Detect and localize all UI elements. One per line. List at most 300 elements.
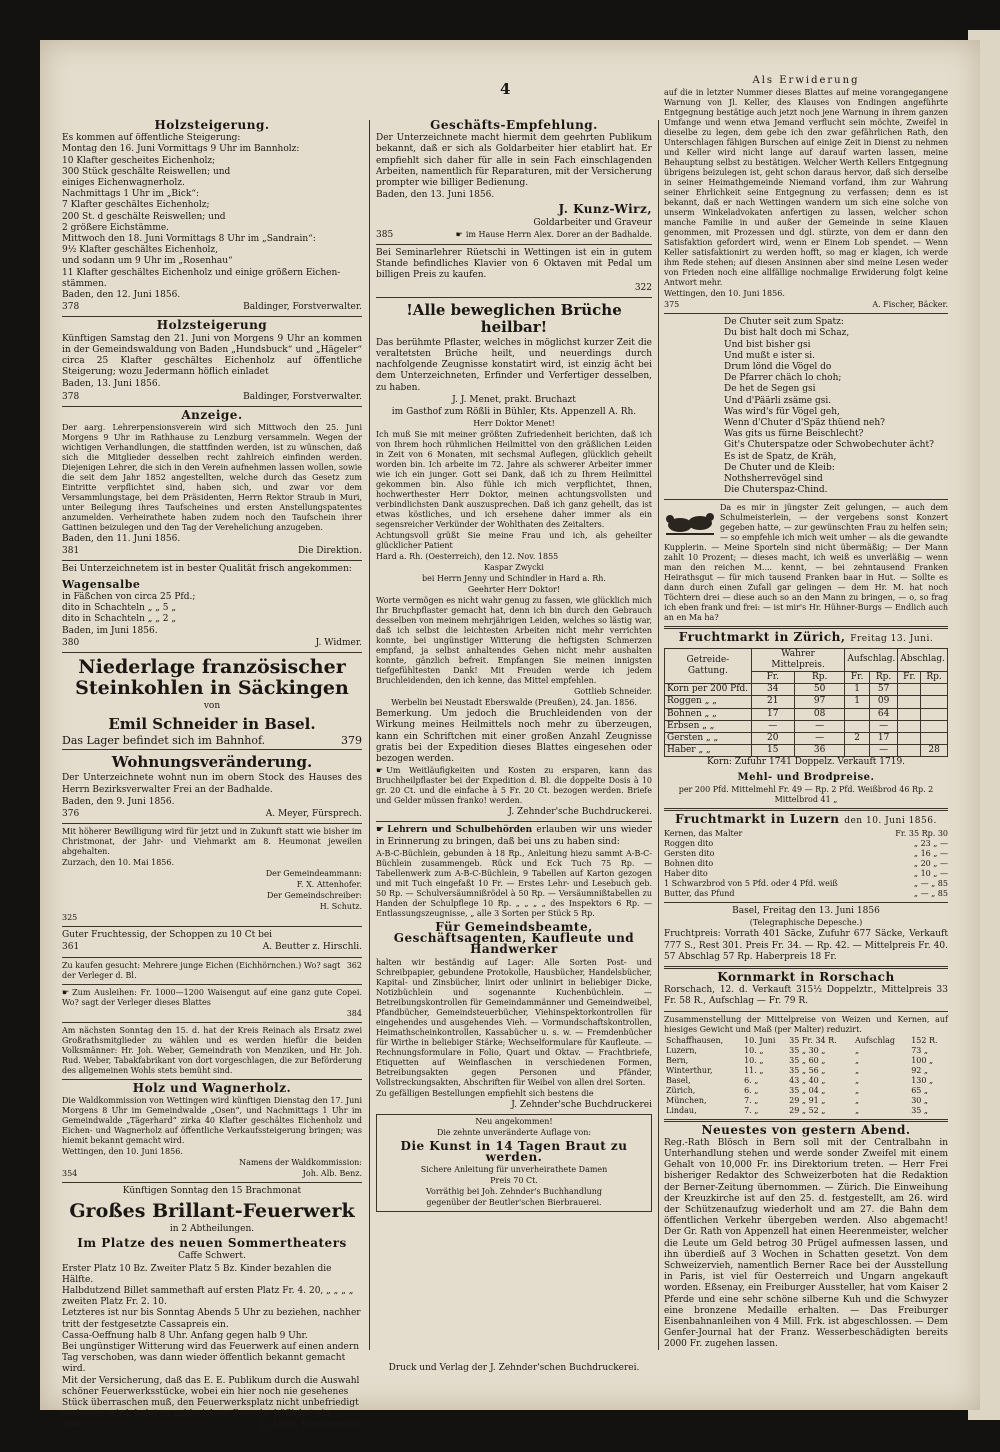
- table-cell: [921, 708, 948, 720]
- table-cell: 10. Juni: [744, 1035, 776, 1045]
- table-cell: 57: [869, 684, 898, 696]
- notice-wagensalbe: [62, 564, 362, 648]
- notice-title: Lehrern und Schulbehörden: [387, 825, 533, 836]
- notice-title: Wohnungsveränderung.: [111, 753, 313, 772]
- pointing-hand-icon: ☛: [455, 229, 463, 239]
- table-cell: 64: [869, 708, 898, 720]
- table-cell: 17: [869, 733, 898, 745]
- pointing-hand-icon: ☛: [376, 766, 384, 776]
- text-line: Nothsherrevögel sind: [724, 474, 823, 485]
- market-subtitle: Mehl- und Brodpreise.: [737, 771, 875, 783]
- table-cell: 43 „ 40 „: [789, 1075, 826, 1085]
- notice-holzsteigerung-2: [62, 320, 362, 402]
- divider: [376, 244, 652, 245]
- text-line: 2 größere Eichstämme.: [62, 222, 170, 233]
- table-cell: 152 R.: [911, 1035, 938, 1045]
- table-cell: 29 „ 91 „: [789, 1095, 826, 1105]
- table-cell: 34: [751, 684, 794, 696]
- notice-text: Sichere Anleitung für unverheirathete Damen: [420, 1165, 608, 1175]
- notice-date: Zurzach, den 10. Mai 1856.: [62, 858, 175, 868]
- divider: [376, 297, 652, 298]
- divider: [376, 821, 652, 822]
- table-header: Fr.: [845, 672, 869, 684]
- table-cell: 7. „: [744, 1095, 759, 1105]
- notice-number: 378: [62, 302, 80, 313]
- table-cell: München,: [666, 1095, 707, 1105]
- table-cell: Aufschlag: [854, 1035, 896, 1045]
- table-cell: 09: [869, 696, 898, 708]
- letter-place: Werbelin bei Neustadt Eberswalde (Preußen), 24. Jan. 1856.: [391, 698, 637, 708]
- text-line: dito in Schachteln „ „ 5 „: [62, 603, 177, 614]
- list-item: [664, 849, 948, 859]
- notice-essig: [62, 930, 362, 953]
- table-header: Aufschlag.: [845, 648, 898, 671]
- notice-number: 354: [62, 1168, 78, 1178]
- market-text: per 200 Pfd. Mittelmehl Fr. 49 — Rp. 2 Pfd. Weißbrod 46 Rp. 2 Mittelbrod 41 „: [678, 784, 934, 804]
- table-cell: Bern,: [666, 1055, 689, 1065]
- table-row: [665, 684, 948, 696]
- notice-text: Bei Unterzeichnetem ist in bester Qualität frisch angekommen:: [62, 564, 352, 575]
- list-item: [664, 869, 948, 879]
- notice-text: Vorräthig bei Joh. Zehnder's Buchhandlung: [425, 1187, 603, 1197]
- divider: [62, 1182, 362, 1183]
- table-row: [664, 1096, 948, 1106]
- table-cell: 21: [751, 696, 794, 708]
- column-rule: [369, 120, 370, 1350]
- column-middle: [376, 72, 652, 1357]
- table-row: [664, 1086, 948, 1096]
- list-item-cell: „ 10 „ —: [913, 869, 948, 879]
- notice-name: J. J. Menet, prakt. Bruchazt: [452, 394, 576, 405]
- poem: [664, 317, 948, 496]
- text-line: stämmen.: [62, 278, 107, 289]
- column-left: [62, 72, 362, 1431]
- text-line: Es ist de Spatz, de Kräh,: [724, 451, 837, 462]
- table-cell: 6. „: [744, 1085, 759, 1095]
- table-cell: „: [854, 1065, 860, 1075]
- table-row: [665, 708, 948, 720]
- table-cell: 1: [845, 696, 869, 708]
- table-row: [664, 1076, 948, 1086]
- notice-text: Mit höherer Bewilligung wird für jetzt und in Zukunft statt wie bisher im Christmonat, der Jahr- und Viehmarkt am 8. Heumonat jeweilen abgehalten.: [62, 827, 362, 857]
- table-cell: Erbsen „ „: [665, 720, 752, 732]
- table-cell: 35 „ 56 „: [789, 1065, 826, 1075]
- notice-remark: Bemerkung. Um jedoch die Bruchleidenden von der Wirkung meines Heilmittels noch mehr zu überzeugen, kann ein Schriftchen mit einer großen Anzahl Zeugnisse gratis bei der Expedition dieses Blattes eingesehen oder bezogen werden.: [376, 709, 652, 765]
- notice-text: Der Unterzeichnete macht hiermit dem geehrten Publikum bekannt, daß er sich als Goldarbeiter hier etablirt hat. Er empfiehlt sich daher für alle in sein Fach einschlagenden Arbeiten, namentlich für Reparaturen, mit der Versicherung prompter wie billiger Bedienung.: [376, 133, 652, 189]
- notice-number: 379: [341, 734, 362, 748]
- text-line: und sodann um 9 Uhr im „Rosenhau“: [62, 256, 233, 267]
- divider: [664, 626, 948, 629]
- market-title: Kornmarkt in Rorschach: [717, 969, 895, 984]
- table-cell: [845, 708, 869, 720]
- text-line: Und mußt e ister si.: [724, 350, 815, 361]
- text-line: 300 Stück geschälte Reiswellen; und: [62, 166, 231, 177]
- table-cell: 2: [845, 733, 869, 745]
- market-subtitle: (Telegraphische Depesche.): [749, 918, 863, 928]
- text-line: De het de Segen gsi: [724, 384, 816, 395]
- letter-signature: Kaspar Zwycki: [484, 563, 544, 573]
- table-cell: [898, 745, 921, 757]
- list-item-cell: Butter, das Pfund: [664, 889, 735, 899]
- table-cell: Korn per 200 Pfd.: [665, 684, 752, 696]
- notice-text: Die Waldkommission von Wettingen wird künftigen Dienstag den 17. Juni Morgens 8 Uhr im Gemeindwalde „Osen“, und Nachmittags 1 Uhr im Gemeindwalde „Tägerhard“ zirka 40 Klafter geschältes Eichenholz und Eichen- und Wagnerholz auf öffentliche Verkaufssteigerung bringen; was hiemit bekannt gemacht wird.: [62, 1095, 362, 1145]
- notice-name: J. Kunz-Wirz,: [558, 202, 652, 217]
- notice-steinkohlen: [62, 657, 362, 746]
- table-body: [665, 684, 948, 757]
- notice-number: 380: [62, 637, 80, 648]
- notice-signature: Joh. Alb. Benz.: [302, 1168, 362, 1178]
- list-item-cell: „ 16 „ —: [913, 849, 948, 859]
- notice-kupplerin: [664, 503, 948, 623]
- table-header: Rp.: [869, 672, 898, 684]
- table-cell: 97: [794, 696, 845, 708]
- text-line: Was wird's für Vögel geh,: [724, 406, 840, 417]
- table-cell: „: [854, 1105, 860, 1115]
- text-line: Was gits us fürne Beischlecht?: [724, 429, 864, 440]
- table-header: Fr.: [898, 672, 921, 684]
- text-line: 11 Klafter geschältes Eichenholz und einige größern Eichen-: [62, 267, 341, 278]
- notice-text: erlauben wir uns wieder in Erinnerung zu bringen, daß bei uns zu haben sind:: [376, 825, 652, 847]
- table-cell: 7. „: [744, 1105, 759, 1115]
- table-cell: 35 „: [911, 1105, 929, 1115]
- table-row: [664, 1036, 948, 1046]
- table-cell: „: [854, 1045, 860, 1055]
- text-line: Drum lönd die Vögel do: [724, 362, 832, 373]
- divider: [664, 902, 948, 903]
- column-rule: [658, 120, 659, 1350]
- text-line: dito in Schachteln „ „ 2 „: [62, 614, 177, 625]
- table-row: [664, 1046, 948, 1056]
- market-table: [664, 648, 948, 758]
- table-cell: Gersten „ „: [665, 733, 752, 745]
- text-line: einiges Eichenwagnerholz.: [62, 178, 185, 189]
- text-line: Und d'Päärli zsäme gsi.: [724, 395, 832, 406]
- table-cell: 130 „: [911, 1075, 934, 1085]
- notice-pretitle: Künftigen Sonntag den 15 Brachmonat: [122, 1185, 302, 1196]
- letter-text: Ich muß Sie mit meiner größten Zufriedenheit berichten, daß ich von Ihrem hoch rühmlichen Heilmittel von den gräßlichen Leiden in Zeit von 6 Monaten, mit sechsmal Auflegen, glücklich geheilt worden bin. Ich arbeite im 72. Jahre als schwerer Arbeiter immer wie ich ein junger. Gott sei Dank, daß ich zu Ihrem Heilmittel gekommen bin. Also fühle ich mich verpflichtet, Ihnen, hochwerthester Herr Doktor, meinen achtungsvollsten und verbindlichsten Dank auszusprechen. Daß ich ganz geheilt, das ist etwas köstliches, und ich ersehene daher immer als ein segensreicher Verkünder der Wohlthaten des Zeitalters.: [376, 430, 652, 530]
- letter-address: bei Herrn Jenny und Schindler in Hard a. Rh.: [422, 574, 606, 584]
- notice-text: Das Lager befindet sich im Bahnhof.: [62, 734, 266, 748]
- notice-title: Holzsteigerung.: [154, 118, 270, 132]
- notice-signature: H. Schutz.: [319, 902, 362, 912]
- notice-date: Baden, 13. Juni 1856.: [62, 379, 161, 390]
- table-cell: [898, 708, 921, 720]
- notice-geschaeft: [376, 120, 652, 241]
- notice-subtitle: in 2 Abtheilungen.: [169, 1223, 255, 1234]
- table-cell: [845, 720, 869, 732]
- notice-date: Wettingen, den 10. Juni 1856.: [62, 1146, 183, 1156]
- table-cell: Winterthur,: [666, 1065, 713, 1075]
- notice-text: Der aarg. Lehrerpensionsverein wird sich Mittwoch den 25. Juni Morgens 9 Uhr im Rathhause zu Lenzburg versammeln. Wegen der wichtigen Verhandlungen, die stattfinden werden, ist zu wünschen, daß sich die Mitglieder desselben recht zahlreich einfinden werden. Diejenigen Lehrer, die sich in den Verein aufnehmen lassen wollen, sowie die seit dem Jahr 1852 angestellten, welche durch das Gesetz zum Eintritte verpflichtet sind, haben sich, und zwar vor dem Versammlungstage, bei dem Präsidenten, Herrn Rektor Straub in Muri, unter Beilegung ihres Taufscheines und ersten Anstellungspatentes anzumelden. Verheirathete haben zudem noch den Taufschein ihrer Gattinen beizulegen und den Tag der Verehelichung anzugeben.: [62, 423, 362, 533]
- notice-date: Baden, den 12. Juni 1856.: [62, 290, 181, 301]
- table-row: [664, 1106, 948, 1116]
- table-cell: Roggen „ „: [665, 696, 752, 708]
- text-line: Erster Platz 10 Bz. Zweiter Platz 5 Bz. Kinder bezahlen die Hälfte.: [62, 1263, 332, 1285]
- table-cell: 35 „ 04 „: [789, 1085, 826, 1095]
- market-basel: [664, 906, 948, 963]
- text-line: Montag den 16. Juni Vormittags 9 Uhr im Bannholz:: [62, 144, 300, 155]
- notice-schulbehoerden: [376, 825, 652, 1110]
- notice-title: Holz und Wagnerholz.: [132, 1080, 292, 1095]
- market-text: Rorschach, 12. d. Verkauft 315½ Doppelztr., Mittelpreis 33 Fr. 58 R., Aufschlag — Fr. 79 R.: [664, 985, 948, 1007]
- pointing-hand-icon: ☛: [376, 825, 385, 836]
- market-footer: Korn: Zufuhr 1741 Doppelz. Verkauft 1719.: [706, 757, 906, 768]
- notice-signature: Baldinger, Forstverwalter.: [243, 302, 362, 313]
- notice-text: Zu gefälligen Bestellungen empfiehlt sich bestens die: [376, 1088, 594, 1098]
- table-cell: 1: [845, 684, 869, 696]
- letter-greeting: Geehrter Herr Doktor!: [467, 585, 561, 595]
- notice-title: Als Erwiderung: [752, 75, 860, 86]
- text-line: Git's Chuterspatze oder Schwobechuter ächt?: [724, 440, 934, 451]
- text-line: Mit der Versicherung, daß das E. E. Publikum durch die Auswahl schöner Feuerwerksstücke, wobei ein hier noch nie gesehenes Stück überraschen muß, den Feuerwerksplatz nicht unbefriedigt verlassen wird, ladet zu zahlreichem Besuche höflichst ein: [62, 1375, 360, 1420]
- table-cell: Bohnen „ „: [665, 708, 752, 720]
- table-cell: 35 „ 30 „: [789, 1045, 826, 1055]
- notice-text: halten wir beständig auf Lager: Alle Sorten Post- und Schreibpapier, gebundene Protokolle, Hausbücher, Handelsbücher, Kapital- und Zinsbücher, linirt oder unlinirt in beliebiger Dicke, Notizbüchlein und sogenannte Kuchenbüchlein. — Betreibungskontrollen für Gemeindammänner und Gemeindweibel, Pfandbücher, Gemeindsteuerbücher, Viehinspektorkontrollen für eingehendes und ausgehendes Vieh. — Vormundschaftskontrollen, Heimathscheinkontrollen, Kassabücher u. s. w. — Fremdenbücher für Wirthe in beliebiger Stärke; Wechselformulare für Kaufleute. — Rechnungsformulare in Folio, Quart und Oktav. — Frachtbriefe, Etiquetten auf Weinflaschen in verschiedenen Formen, Betreibungsakten gegen Personen und Pfänder, Vollstreckungsakten, Abschriften für Weibel von allen drei Sorten.: [376, 957, 652, 1087]
- notice-note: Um Weitläufigkeiten und Kosten zu ersparen, kann das Bruchheilpflaster bei der Expedition d. Bl. die doppelte Dosis à 10 gr. 20 Ct. und die einfache à 5 Fr. 20 Ct. bezogen werden. Briefe und Gelder müssen franko! werden.: [376, 766, 652, 806]
- notice-name: Emil Schneider in Basel.: [108, 715, 316, 734]
- market-rows: [664, 829, 948, 899]
- list-item: [664, 839, 948, 849]
- notice-klavier: [376, 248, 652, 294]
- table-cell: 100 „: [911, 1055, 934, 1065]
- table-row: [665, 733, 948, 745]
- table-cell: 10. „: [744, 1055, 764, 1065]
- divider: [62, 316, 362, 317]
- table-cell: 50: [794, 684, 845, 696]
- notice-title: Großes Brillant-Feuerwerk: [69, 1199, 355, 1222]
- table-cell: [898, 696, 921, 708]
- list-item-cell: Kernen, das Malter: [664, 829, 743, 839]
- table-cell: —: [869, 745, 898, 757]
- notice-date: Baden, den 13. Juni 1856.: [376, 190, 495, 201]
- notice-number: 376: [62, 808, 80, 819]
- table-cell: Haber „ „: [665, 745, 752, 757]
- notice-place: Im Platze des neuen Sommertheaters: [77, 1236, 347, 1251]
- notice-lines: [62, 133, 362, 290]
- table-header: Fr.: [751, 672, 794, 684]
- text-line: Wenn d'Chuter d'Späz thüend neh?: [724, 418, 885, 429]
- table-cell: „: [854, 1095, 860, 1105]
- list-item: [664, 859, 948, 869]
- list-item-cell: Fr. 35 Rp. 30: [895, 829, 948, 839]
- notice-ausleihen: [62, 988, 362, 1019]
- list-item-cell: „ — „ 85: [913, 879, 948, 889]
- notice-text: Zum Ausleihen: Fr. 1000—1200 Waisengut auf eine ganz gute Copei. Wo? sagt der Verleger dieses Blattes: [62, 987, 362, 1007]
- market-date: den 10. Juni 1856.: [844, 815, 937, 826]
- notice-signature: A. Beutter z. Hirschli.: [262, 942, 362, 953]
- table-cell: [898, 684, 921, 696]
- notice-signature: Der Gemeindschreiber:: [266, 891, 362, 901]
- notice-number: 384: [62, 1420, 80, 1431]
- notice-text: auf die in letzter Nummer dieses Blattes auf meine vorangegangene Warnung von Jl. Keller, des Klauses von Endingen angeführte Entgegnung bestätige auch jetzt noch jene Warnung in ihrem ganzen Umfange und wenn etwa Jemand verflucht sein möchte, Zweifel in dieselbe zu legen, dem gebe ich den zwar gefährlichen Rath, den Unterschlagen fähigen Burschen auf einige Zeit in Dienst zu nehmen und Keller wird nicht lange auf darauf warten lassen, meine Behauptung selbst zu bestätigen. Welcher Werth Kellers Entgegnung übrigens beizulegen ist, geht schon daraus hervor, daß sich derselbe in seiner Heimathgemeinde Niemand vorfand, ihm zur Wahrung seiner Ehrlichkeit seine Entgegnung zu verfassen; denn es ist bekannt, daß er nach Wettingen wandern um sich eine solche von unserm Winkeladvokaten anfertigen zu lassen, welcher schon manche Familie in und außer der Gemeinde in seine Klauen genommen, mit Prozessen und dgl. stürzte, von dem er dann den Satisfaktion gefordert wird, wenn er Einem Lob spendet. — Wenn Keller satisfaktionirt zu werden hofft, so mag er klagen, ich werde ihm Rede stehen; auf diesen Ansinnen aber sind meine Lesen weder von Frieden noch eine allfällige nochmalige Erwiderung folgt keine Antwort mehr.: [664, 88, 948, 288]
- table-cell: 28: [921, 745, 948, 757]
- divider: [664, 313, 948, 314]
- market-intro: Zusammenstellung der Mittelpreise von Weizen und Kernen, auf hiesiges Gewicht und Maß (per Malter) reduzirt.: [664, 1014, 948, 1034]
- notice-text: Das berühmte Pflaster, welches in möglichst kurzer Zeit die veraltetsten Brüche heilt, und neuerdings durch nachfolgende Zeugnisse konstatirt wird, ist einzig ächt bei dem Unterzeichneten, Erfinder und Verfertiger desselben, zu haben.: [376, 337, 652, 393]
- notice-number: 322: [634, 282, 652, 293]
- notice-holzsteigerung-1: [62, 120, 362, 313]
- table-cell: [921, 733, 948, 745]
- table-body: [664, 1036, 948, 1116]
- divider: [62, 984, 362, 985]
- text-line: 7 Klafter geschältes Eichenholz;: [62, 200, 210, 211]
- notice-signature: L. Lang, Feuerwerker.: [260, 1420, 362, 1431]
- list-item-cell: Bohnen dito: [664, 859, 714, 869]
- market-date: Freitag 13. Juni.: [850, 634, 934, 645]
- notice-number: 325: [62, 913, 78, 923]
- notice-date: Baden, den 9. Juni 1856.: [62, 796, 175, 807]
- notice-erwiderung: [664, 75, 948, 310]
- divider: [664, 499, 948, 500]
- text-line: Halbdutzend Billet sammethaft auf ersten Platz Fr. 4. 20, „ „ „ „ zweiten Platz Fr. 2. 10.: [62, 1285, 354, 1308]
- table-cell: Lindau,: [666, 1105, 697, 1115]
- notice-text: Guter Fruchtessig, der Schoppen zu 10 Ct bei: [62, 930, 273, 941]
- notice-feuerwerk: [62, 1186, 362, 1432]
- table-cell: 92 „: [911, 1065, 929, 1075]
- table-row: [664, 1066, 948, 1076]
- notice-signature: A. Meyer, Fürsprech.: [265, 808, 362, 819]
- notice-signature: Die Direktion.: [297, 546, 362, 557]
- notice-number: 385: [376, 229, 394, 240]
- table-cell: —: [794, 733, 845, 745]
- letter-place: Hard a. Rh. (Oesterreich), den 12. Nov. 1855: [376, 552, 559, 562]
- text-line: Die Chuterspaz-Chind.: [724, 485, 828, 496]
- divider: [664, 1011, 948, 1012]
- table-cell: 08: [794, 708, 845, 720]
- text-line: De Pfarrer chäch lo choh;: [724, 373, 842, 384]
- notice-lines: [62, 592, 362, 626]
- text-line: Letzteres ist nur bis Sonntag Abends 5 Uhr zu beziehen, nachher tritt der festgesetzte Cassapreis ein.: [62, 1308, 361, 1330]
- letter-greeting: Herr Doktor Menet!: [473, 419, 555, 429]
- table-cell: 36: [794, 745, 845, 757]
- table-cell: „: [854, 1075, 860, 1085]
- notice-date: Wettingen, den 10. Juni 1856.: [664, 289, 785, 299]
- table-cell: [898, 720, 921, 732]
- notice-title: Geschäfts-Empfehlung.: [430, 118, 598, 132]
- table-cell: „: [854, 1085, 860, 1095]
- notice-subtitle: Für Gemeindsbeamte, Geschäftsagenten, Kaufleute und Handwerker: [393, 919, 635, 957]
- table-row: [664, 1056, 948, 1066]
- letter-text: Worte vermögen es nicht wahr genug zu fassen, wie glücklich mich Ihr Bruchpflaster gemacht hat, denn ich bin durch den Gebrauch desselben von meinem mehrjährigen Leiden, welches so lästig war, daß ich selbst die leichtesten Arbeiten nicht mehr verrichten konnte, bei ungünstiger Witterung die heftigsten Schmerzen empfand, ja selbst anhaltendes Gehen nicht mehr aushalten konnte, gänzlich befreit. Empfangen Sie meinen innigsten tiefgefühltesten Dank! Mit Freuden werde ich jedem Bruchleidenden, den ich kenne, das Mittel empfehlen.: [376, 596, 652, 686]
- table-cell: 20: [751, 733, 794, 745]
- notice-title: !Alle beweglichen Brüche heilbar!: [406, 300, 622, 336]
- text-line: De Chuter seit zum Spatz:: [724, 317, 844, 328]
- notice-eichen: [62, 961, 362, 981]
- divider: [62, 1022, 362, 1023]
- page-number: 4: [500, 80, 511, 98]
- table-cell: —: [751, 720, 794, 732]
- table-cell: —: [869, 720, 898, 732]
- text-line: Es kommen auf öffentliche Steigerung:: [62, 133, 241, 144]
- notice-title: Anzeige.: [181, 407, 243, 422]
- list-item-cell: „ — „ 85: [913, 889, 948, 899]
- table-row: [665, 696, 948, 708]
- notice-text: Die zehnte unveränderte Auflage von:: [436, 1127, 592, 1137]
- divider: [664, 1119, 948, 1122]
- text-line: Cassa-Oeffnung halb 8 Uhr. Anfang gegen halb 9 Uhr.: [62, 1330, 308, 1341]
- column-right: [664, 72, 948, 1350]
- divider: [62, 823, 362, 824]
- divider: [62, 406, 362, 407]
- list-item-cell: Gersten dito: [664, 849, 715, 859]
- notice-price: Preis 70 Ct.: [490, 1176, 538, 1186]
- notice-von: von: [203, 700, 221, 711]
- list-item-cell: „ 23 „ —: [913, 839, 948, 849]
- list-item-cell: „ 20 „ —: [913, 859, 948, 869]
- table-cell: 30 „: [911, 1095, 929, 1105]
- notice-anzeige: [62, 407, 362, 558]
- notice-brueche: [376, 302, 652, 819]
- notice-number: 362: [346, 960, 362, 970]
- table-cell: 35 „ 60 „: [789, 1055, 826, 1065]
- text-line: Du bist halt doch mi Schaz,: [724, 328, 850, 339]
- table-cell: [921, 720, 948, 732]
- market-title: Fruchtmarkt in Zürich,: [678, 630, 846, 645]
- notice-address: im Hause Herrn Alex. Dorer an der Badhalde.: [465, 229, 652, 239]
- notice-text: Der Unterzeichnete wohnt nun im obern Stock des Hauses des Herrn Bezirksverwalter Frei an der Badhalde.: [62, 773, 362, 795]
- divider: [62, 957, 362, 958]
- notice-signature: F. X. Attenhofer.: [296, 880, 362, 890]
- text-line: 9½ Klafter geschältes Eichenholz,: [62, 245, 219, 256]
- notice-lines: [62, 1264, 362, 1421]
- text-line: Nachmittags 1 Uhr im „Bick“:: [62, 189, 200, 200]
- pointing-hand-icon: ☛: [62, 987, 70, 997]
- notice-number: 361: [62, 942, 80, 953]
- market-compilation: [664, 1015, 948, 1116]
- table-cell: 29 „ 52 „: [789, 1105, 826, 1115]
- market-title: Basel, Freitag den 13. Juni 1856: [732, 906, 880, 917]
- news-text: Reg.-Rath Blösch in Bern soll mit der Centralbahn in Unterhandlung stehen und werde sonder Zweifel mit einem Gehalt von 10,000 Fr. ins Direktorium treten. — Herr Frei bisheriger Redaktor des Schweizerboten hat die Redaktion der Berner-Zeitung übernommen. — Zürich. Die Einweihung der Kreuzkirche ist auf den 25. d. festgestellt, am 26. wird der Schützenaufzug wiederholt und am 27. die Bahn dem öffentlichen Verkehr übergeben werden. Also abgemacht! Der Gr. Rath von Appenzell hat einen Heerenmeister, welcher die Leute um Geld betrog 30 Prügel aufmessen lassen, und ihn überdieß auf 3 Wochen in Schatten gesetzt. Von dem Schweizervieh, namentlich Berner Race bei der Ausstellung in Paris, ist viel für Oesterreich und Ungarn angekauft worden. Eßsenay, ein Freiburger Aussteller, hat vom Kaiser 2 Pferde und eine sehr schöne silberne Kuh und die Schwyzer eine bronzene Medaille erhalten. — Das Freiburger Eisenbahnanleihen von 4 Mill. Frk. ist abgeschlossen. — Dem Genfer-Journal hat der Franz. Wesserbeschädigten bereits 2000 Fr. zugehen lassen.: [664, 1137, 948, 1350]
- table-cell: 6. „: [744, 1075, 759, 1085]
- table-cell: „: [854, 1055, 860, 1065]
- table-header: Rp.: [794, 672, 845, 684]
- notice-signature: Der Gemeindeammann:: [265, 869, 362, 879]
- table-cell: 73 „: [911, 1045, 929, 1055]
- notice-signature: A. Fischer, Bäcker.: [872, 300, 948, 310]
- notice-signature: Baldinger, Forstverwalter.: [243, 391, 362, 402]
- compilation-table: [664, 1036, 948, 1116]
- notice-place: Caffe Schwert.: [178, 1251, 246, 1262]
- list-item-cell: Roggen dito: [664, 839, 714, 849]
- notice-title: Holzsteigerung: [156, 318, 268, 333]
- table-header: Abschlag.: [898, 648, 948, 671]
- table-cell: 17: [751, 708, 794, 720]
- table-cell: [898, 733, 921, 745]
- notice-markt: [62, 827, 362, 923]
- market-zuerich: [664, 632, 948, 804]
- text-line: Und bist bisher gsi: [724, 339, 811, 350]
- list-item: [664, 829, 948, 839]
- table-cell: [921, 684, 948, 696]
- notice-signature: Namens der Waldkommission:: [239, 1157, 362, 1167]
- notice-text: Da es mir in jüngster Zeit gelungen, — auch dem Schulmeisterlein, — der vergebens sonst Konzert gegeben hatte, — zur gewünschten Frau zu helfen sein; — so empfehle ich mich weit umher — als die gewandte Kupplerin. — Meine Sporteln sind nicht übermäßig; — Der Mann zahlt 10 Prozent; — dieses macht, ich weiß es unverläßig — wenn man den reichen M.... kennt, — bei zehntausend Franken Heirathsgut — für mich tausend Franken baar in Hut. — Sollte es dann durch einen Zufall gar gelingen — dem Hr. M. hat noch Töchtern drei — diese auch so an den Mann zu bringen, — o, so frag ich eben frank und frei: — ist mir's Hr. Hühner-Burgs — Endlich auch an en Ma ha?: [664, 503, 948, 623]
- market-rorschach: [664, 969, 948, 1008]
- table-cell: 10. „: [744, 1045, 764, 1055]
- notice-date: Baden, den 11. Juni 1856.: [62, 534, 181, 545]
- divider: [62, 560, 362, 561]
- market-luzern: [664, 811, 948, 899]
- text-line: Bei ungünstiger Witterung wird das Feuerwerk auf einen andern Tag verschoben, was dann wieder öffentlich bekannt gemacht wird.: [62, 1341, 359, 1375]
- table-cell: 65 „: [911, 1085, 929, 1095]
- letter-closing: Achtungsvoll grüßt Sie meine Frau und ich, als geheilter glücklicher Patient: [376, 531, 652, 551]
- table-cell: [845, 745, 869, 757]
- notice-title: Niederlage französischer Steinkohlen in Säckingen: [75, 655, 349, 699]
- divider: [62, 926, 362, 927]
- divider: [664, 808, 948, 811]
- text-line: in Fäßchen von circa 25 Pfd.;: [62, 591, 196, 602]
- divider: [62, 1079, 362, 1080]
- notice-signature: J. Zehnder'sche Buchdruckerei: [511, 1099, 652, 1110]
